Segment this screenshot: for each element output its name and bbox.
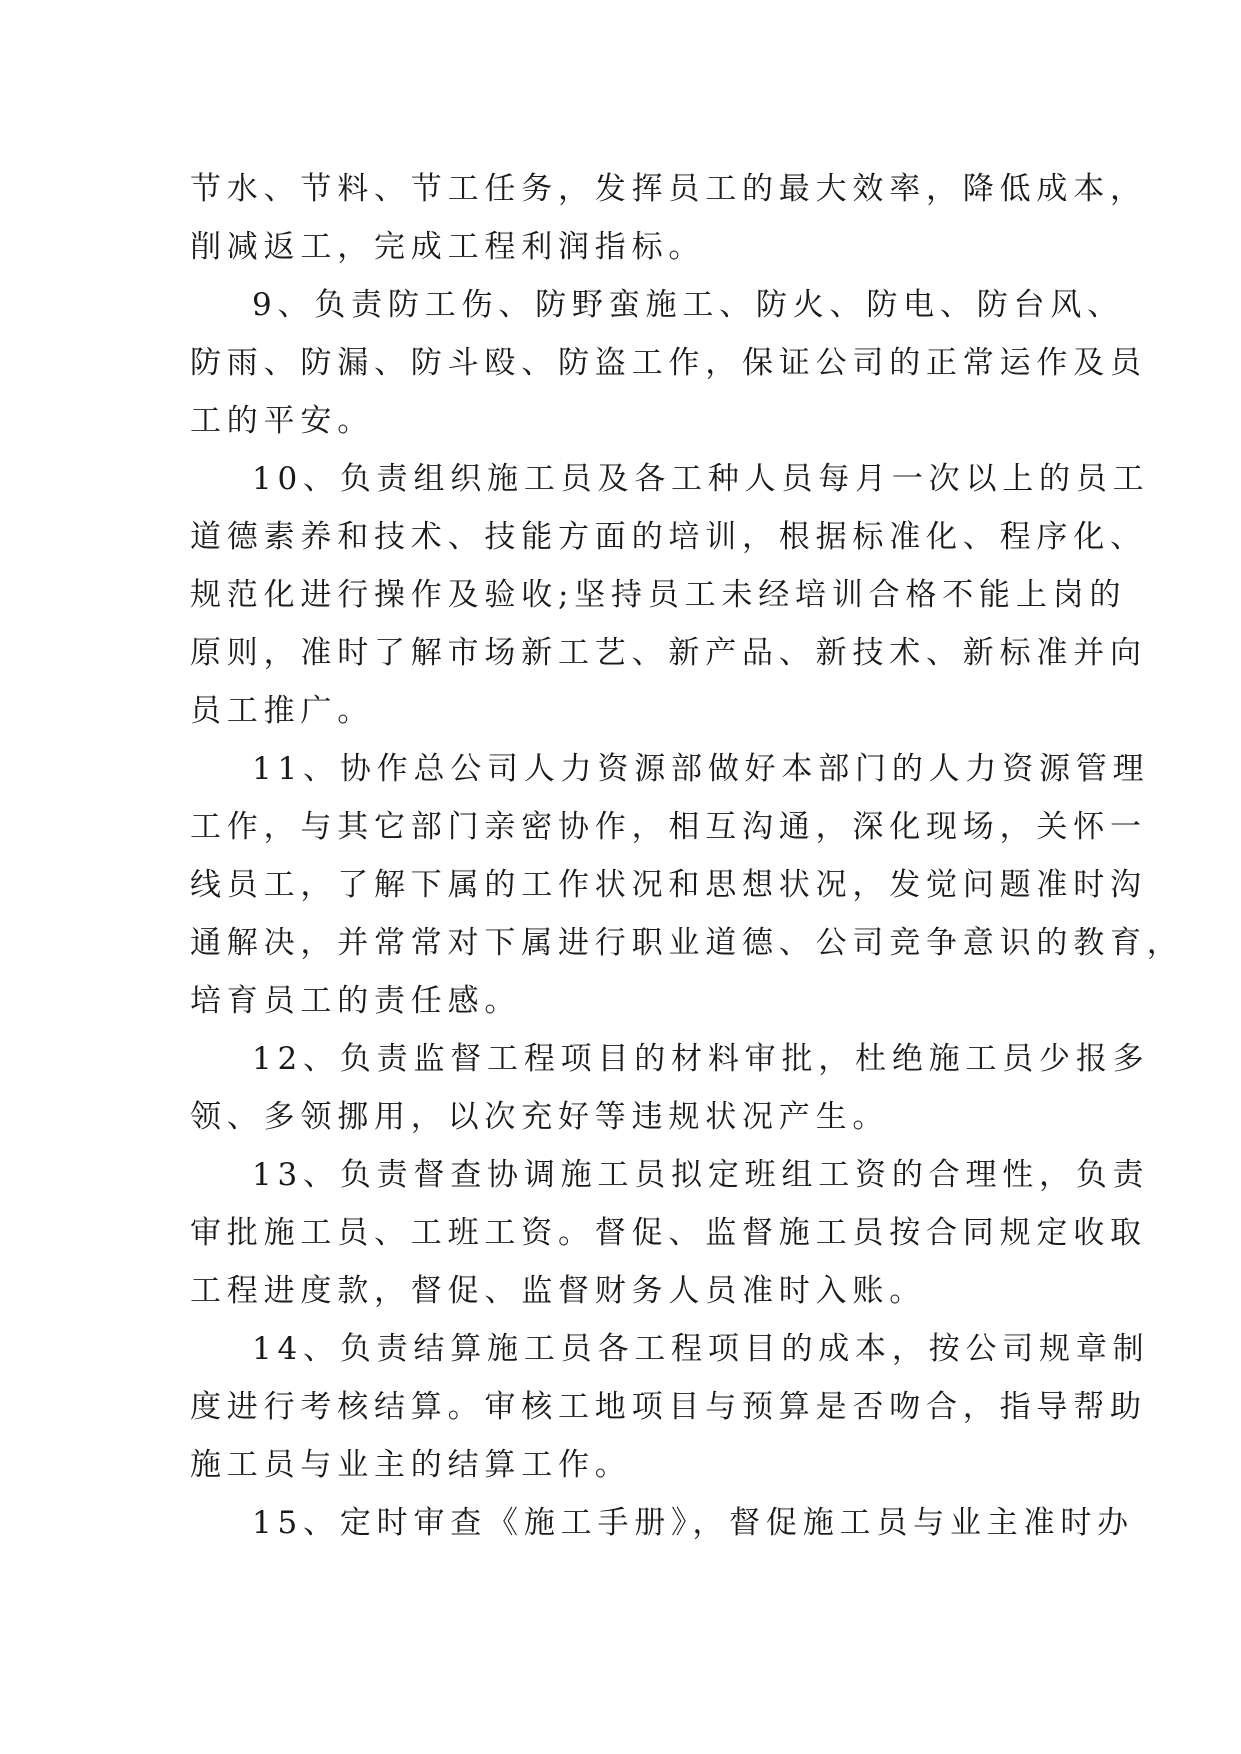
text-line: 防雨、防漏、防斗殴、防盗工作，保证公司的正常运作及员 [190,345,1147,381]
text-line: 削减返工，完成工程利润指标。 [190,229,706,265]
text-line: 工的平安。 [190,403,374,439]
text-line: 工作，与其它部门亲密协作，相互沟通，深化现场，关怀一 [190,809,1147,845]
text-line: 节水、节料、节工任务，发挥员工的最大效率，降低成本， [190,171,1147,207]
paragraph-11-start: 11、协作总公司人力资源部做好本部门的人力资源管理 [252,751,1150,787]
paragraph-9-start: 9、负责防工伤、防野蛮施工、防火、防电、防台风、 [252,287,1124,323]
text-line: 规范化进行操作及验收;坚持员工未经培训合格不能上岗的 [190,577,1127,613]
text-line: 道德素养和技术、技能方面的培训，根据标准化、程序化、 [190,519,1147,555]
paragraph-15-start: 15、定时审查《施工手册》，督促施工员与业主准时办 [252,1505,1134,1541]
paragraph-13-start: 13、负责督查协调施工员拟定班组工资的合理性，负责 [252,1157,1150,1193]
text-line: 线员工，了解下属的工作状况和思想状况，发觉问题准时沟 [190,867,1147,903]
text-line: 员工推广。 [190,693,374,729]
text-line: 审批施工员、工班工资。督促、监督施工员按合同规定收取 [190,1215,1147,1251]
text-line: 工程进度款，督促、监督财务人员准时入账。 [190,1273,926,1309]
text-line: 领、多领挪用，以次充好等违规状况产生。 [190,1099,890,1135]
paragraph-10-start: 10、负责组织施工员及各工种人员每月一次以上的员工 [252,461,1150,497]
text-line: 施工员与业主的结算工作。 [190,1447,632,1483]
paragraph-14-start: 14、负责结算施工员各工程项目的成本，按公司规章制 [252,1331,1150,1367]
paragraph-12-start: 12、负责监督工程项目的材料审批，杜绝施工员少报多 [252,1041,1150,1077]
text-line: 原则，准时了解市场新工艺、新产品、新技术、新标准并向 [190,635,1147,671]
text-line: 通解决，并常常对下属进行职业道德、公司竞争意识的教育， [190,925,1184,961]
text-line: 度进行考核结算。审核工地项目与预算是否吻合，指导帮助 [190,1389,1147,1425]
document-body [190,160,1184,1552]
text-line: 培育员工的责任感。 [190,983,522,1019]
